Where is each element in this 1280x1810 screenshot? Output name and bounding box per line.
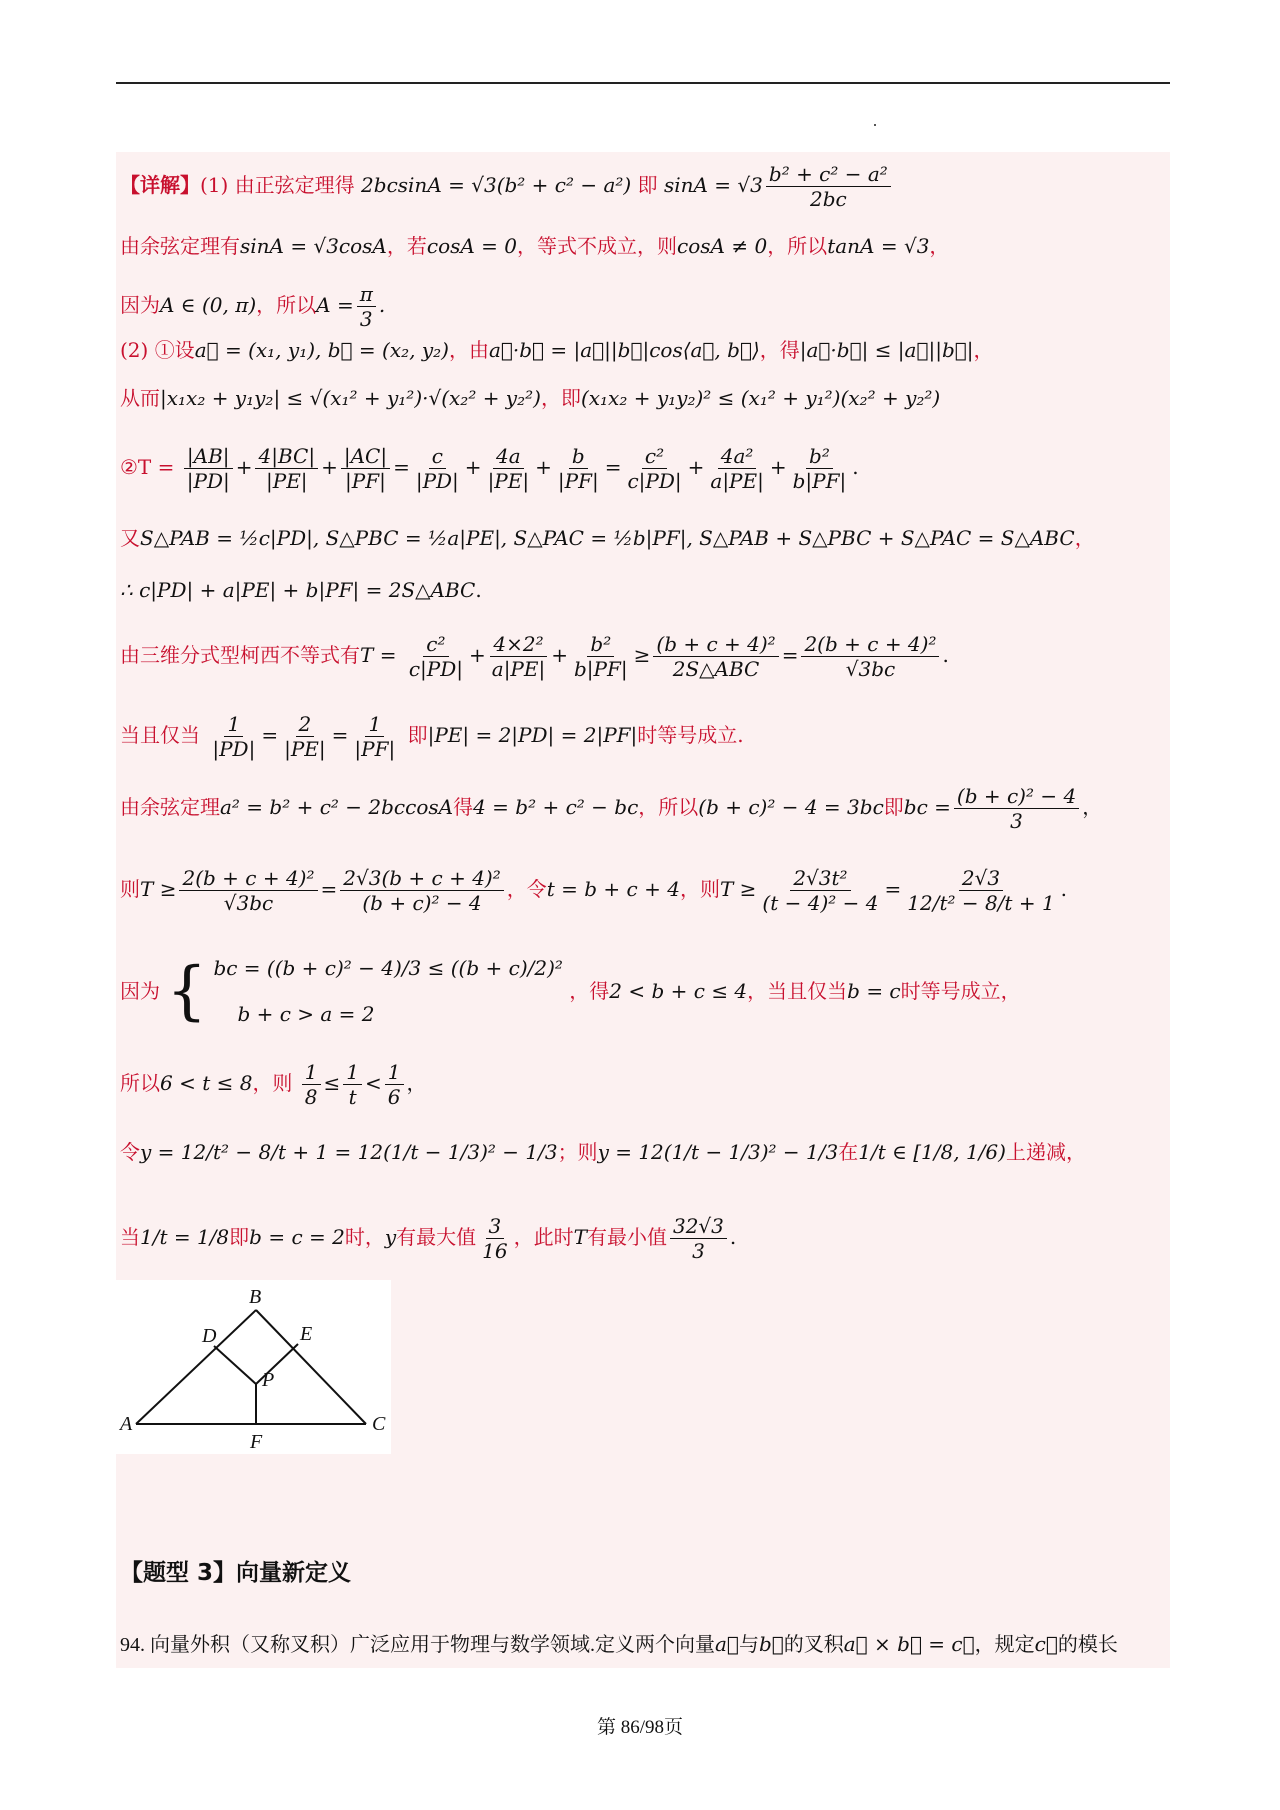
page-number: 第 86/98页	[596, 1717, 684, 1738]
line-13: 因为 { bc = ((b + c)² − 4)/3 ≤ ((b + c)/2)² b + c > a = 2 ，得2 < b + c ≤ 4，当且仅当b = c时等号成立，	[120, 954, 1021, 1028]
line-7: 又S△PAB = ½c|PD|, S△PBC = ½a|PE|, S△PAC = ½b|PF|, S△PAB + S△PBC + S△PAC = S△ABC，	[120, 526, 1095, 550]
segment-PD	[214, 1346, 256, 1384]
system-brace: {	[166, 954, 208, 1028]
line-11: 由余弦定理a² = b² + c² − 2bccosA得4 = b² + c² − bc，所以(b + c)² − 4 = 3bc即bc = $\frac{\text{(b + c)² − 4}}{3}$ ，	[120, 784, 1103, 833]
label-P: P	[262, 1369, 275, 1391]
line-6: ②T = $\frac{|AB|}{|PD|}$ + $\frac{4|BC|}{|PE|}$ + $\frac{|AC|}{|PF|}$ = $\frac{c}{|PD|}$ + $\frac{4a}{|PE|}$ + $\frac{b}{|PF|}$ = $\frac{\text{c²}}{c|PD|}$ + $\frac{\text{4a²}}{a|PE|}$ + $\frac{\text{b²}}{b|PF|}$ .	[120, 444, 859, 493]
label-E: E	[300, 1323, 313, 1345]
line-10: 当且仅当 $\frac{1}{|PD|}$ = $\frac{2}{|PE|}$ = $\frac{1}{|PF|}$ 即|PE| = 2|PD| = 2|PF|时等号成立.	[120, 712, 744, 761]
scan-dot	[874, 124, 876, 126]
line-5: 从而|x₁x₂ + y₁y₂| ≤ √(x₁² + y₁²)·√(x₂² + y₂²)，即(x₁x₂ + y₁y₂)² ≤ (x₁² + y₁²)(x₂² + y₂²)	[120, 386, 941, 410]
label-D: D	[202, 1325, 217, 1347]
system-rows: bc = ((b + c)² − 4)/3 ≤ ((b + c)/2)² b + c > a = 2	[213, 956, 563, 1026]
line-1: 【详解】(1) 由正弦定理得 2bcsinA = √3(b² + c² − a²) 即 sinA = √3 $\frac{\text{b² + c² − a²}}{2bc}$	[120, 162, 894, 211]
line-4: (2) ①设a⃗ = (x₁, y₁), b⃗ = (x₂, y₂)，由a⃗·b⃗ = |a⃗||b⃗|cos⟨a⃗, b⃗⟩，得|a⃗·b⃗| ≤ |a⃗||b⃗|，	[120, 338, 994, 362]
line-12: 则T ≥ $\frac{\text{2(b + c + 4)²}}{√3bc}$ = $\frac{\text{2√3(b + c + 4)²}}{\text{(b + c)² − 4}}$ ，令t = b + c + 4，则T ≥ $\frac{\text{2√3t²}}{\text{(t − 4)² − 4}}$ = $\frac{2√3}{\text{12/t² − 8/t + 1}}$ .	[120, 866, 1068, 915]
question-94: 94. 向量外积（又称叉积）广泛应用于物理与数学领域.定义两个向量a⃗与b⃗的叉积a⃗ × b⃗ = c⃗，规定c⃗的模长	[120, 1632, 1118, 1656]
fraction: $\frac{\text{b² + c² − a²}}{2bc}$	[766, 162, 891, 211]
header-rule	[116, 82, 1170, 84]
label-A: A	[120, 1413, 133, 1435]
detail-tag: 【详解】	[120, 173, 200, 197]
line-2: 由余弦定理有sinA = √3cosA，若cosA = 0，等式不成立，则cosA ≠ 0，所以tanA = √3，	[120, 234, 950, 258]
triangle-figure	[116, 1280, 391, 1454]
line-14: 所以6 < t ≤ 8，则 $\frac{1}{8}$ ≤ $\frac{1}{t}$ < $\frac{1}{6}$ ，	[120, 1060, 427, 1109]
label-F: F	[250, 1431, 263, 1453]
line-9: 由三维分式型柯西不等式有T = $\frac{\text{c²}}{c|PD|}$ + $\frac{\text{4×2²}}{a|PE|}$ + $\frac{\text{b²}}{b|PF|}$ ≥ $\frac{\text{(b + c + 4)²}}{\text{2S△ABC}}$ = $\frac{\text{2(b + c + 4)²}}{√3bc}$ .	[120, 632, 949, 681]
line-8: ∴ c|PD| + a|PE| + b|PF| = 2S△ABC.	[120, 578, 482, 602]
line-15: 令y = 12/t² − 8/t + 1 = 12(1/t − 1/3)² − 1/3；则y = 12(1/t − 1/3)² − 1/3在1/t ∈ [1/8, 1/6)上递减，	[120, 1140, 1086, 1164]
label-C: C	[372, 1413, 386, 1435]
label-B: B	[249, 1286, 262, 1308]
line-3: 因为A ∈ (0, π)，所以A = $\frac{\pi}{3}$ .	[120, 282, 386, 331]
line-16: 当1/t = 1/8即b = c = 2时，y有最大值 $\frac{3}{16}$ ，此时T有最小值 $\frac{32√3}{3}$ .	[120, 1214, 737, 1263]
section-title: 【题型 3】向量新定义	[120, 1560, 352, 1586]
